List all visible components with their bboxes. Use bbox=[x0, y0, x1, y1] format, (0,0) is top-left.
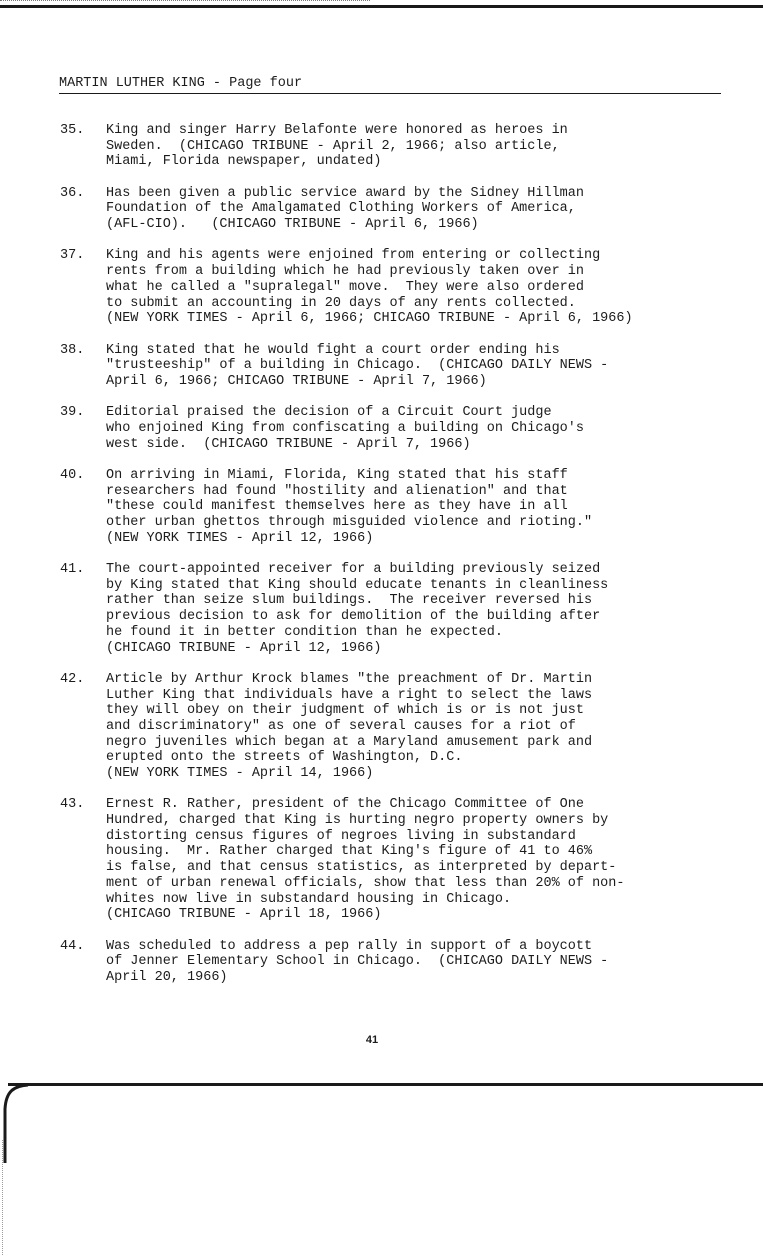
entry-line: is false, and that census statistics, as interpreted by depart- bbox=[106, 860, 617, 876]
entry-line: April 6, 1966; CHICAGO TRIBUNE - April 7, 1966) bbox=[106, 373, 487, 389]
entry-line: distorting census figures of negroes living in substandard bbox=[106, 828, 576, 844]
entry-line: Ernest R. Rather, president of the Chicago Committee of One bbox=[106, 797, 584, 813]
entry-line: King and singer Harry Belafonte were honored as heroes in bbox=[106, 123, 568, 138]
entry-line: to submit an accounting in 20 days of any rents collected. bbox=[106, 295, 576, 311]
entry-line: The court-appointed receiver for a building previously seized bbox=[106, 562, 601, 578]
entry-line: west side. (CHICAGO TRIBUNE - April 7, 1966) bbox=[106, 436, 471, 452]
entry-line: rents from a building which he had previously taken over in bbox=[106, 264, 584, 280]
entry-number: 41. bbox=[60, 562, 85, 578]
entry-44 bbox=[60, 939, 750, 986]
entry-line: what he called a "supralegal" move. They were also ordered bbox=[106, 279, 584, 295]
entry-line: ment of urban renewal officials, show that less than 20% of non- bbox=[106, 875, 625, 891]
entry-number: 36. bbox=[60, 185, 85, 201]
entry-number: 44. bbox=[60, 938, 85, 954]
entry-number: 35. bbox=[60, 123, 85, 138]
entry-line: (CHICAGO TRIBUNE - April 18, 1966) bbox=[106, 907, 382, 923]
entry-42 bbox=[60, 672, 750, 782]
entry-line: April 20, 1966) bbox=[106, 969, 228, 985]
entry-line: (CHICAGO TRIBUNE - April 12, 1966) bbox=[106, 640, 382, 656]
entry-line: Sweden. (CHICAGO TRIBUNE - April 2, 1966; also article, bbox=[106, 138, 560, 154]
entry-line: (NEW YORK TIMES - April 12, 1966) bbox=[106, 530, 374, 546]
entry-line: rather than seize slum buildings. The receiver reversed his bbox=[106, 593, 593, 609]
entry-line: housing. Mr. Rather charged that King's figure of 41 to 46% bbox=[106, 844, 593, 860]
entry-line: Foundation of the Amalgamated Clothing Workers of America, bbox=[106, 201, 576, 217]
entry-line: On arriving in Miami, Florida, King stated that his staff bbox=[106, 467, 568, 483]
entry-43 bbox=[60, 797, 750, 923]
entry-line: whites now live in substandard housing in Chicago. bbox=[106, 891, 512, 907]
entry-line: Luther King that individuals have a right to select the laws bbox=[106, 687, 593, 703]
entry-line: who enjoined King from confiscating a building on Chicago's bbox=[106, 420, 584, 436]
entry-line: King and his agents were enjoined from entering or collecting bbox=[106, 248, 601, 264]
page-corner-curve bbox=[0, 1083, 30, 1163]
entry-line: negro juveniles which began at a Maryland amusement park and bbox=[106, 734, 593, 750]
entry-line: by King stated that King should educate tenants in cleanliness bbox=[106, 577, 609, 593]
entry-line: erupted onto the streets of Washington, D.C. bbox=[106, 750, 463, 766]
entry-36 bbox=[60, 186, 750, 233]
entry-line: Was scheduled to address a pep rally in support of a boycott bbox=[106, 938, 593, 954]
entry-line: and discriminatory" as one of several causes for a riot of bbox=[106, 718, 576, 734]
entry-line: Editorial praised the decision of a Circuit Court judge bbox=[106, 405, 552, 421]
top-dotted-edge bbox=[0, 0, 370, 1]
entry-line: previous decision to ask for demolition of the building after bbox=[106, 609, 601, 625]
entry-line: he found it in better condition than he expected. bbox=[106, 624, 503, 640]
entry-line: Hundred, charged that King is hurting negro property owners by bbox=[106, 813, 609, 829]
entry-line: Miami, Florida newspaper, undated) bbox=[106, 154, 382, 170]
entry-line: Article by Arthur Krock blames "the preachment of Dr. Martin bbox=[106, 671, 593, 687]
entry-line: King stated that he would fight a court order ending his bbox=[106, 342, 560, 358]
entry-line: (NEW YORK TIMES - April 14, 1966) bbox=[106, 766, 374, 782]
entry-number: 43. bbox=[60, 797, 85, 813]
entry-37 bbox=[60, 248, 750, 327]
entry-line: (AFL-CIO). (CHICAGO TRIBUNE - April 6, 1966) bbox=[106, 217, 479, 233]
entry-line: (NEW YORK TIMES - April 6, 1966; CHICAGO TRIBUNE - April 6, 1966) bbox=[106, 311, 633, 327]
entry-number: 40. bbox=[60, 467, 85, 483]
entry-line: "these could manifest themselves here as they have in all bbox=[106, 499, 568, 515]
entry-41 bbox=[60, 562, 750, 656]
entry-line: researchers had found "hostility and alienation" and that bbox=[106, 483, 568, 499]
entry-line: other urban ghettos through misguided violence and rioting." bbox=[106, 515, 593, 531]
entry-number: 38. bbox=[60, 342, 85, 358]
entry-number: 39. bbox=[60, 405, 85, 421]
entry-line: they will obey on their judgment of which is or is not just bbox=[106, 703, 584, 719]
entry-number: 37. bbox=[60, 248, 85, 264]
page-header: MARTIN LUTHER KING - Page four bbox=[59, 75, 721, 94]
entry-39 bbox=[60, 405, 750, 452]
entry-40 bbox=[60, 468, 750, 547]
top-border-rule bbox=[0, 5, 763, 8]
bottom-border-rule bbox=[8, 1083, 763, 1086]
page-number: 41 bbox=[365, 1034, 379, 1046]
entry-38 bbox=[60, 343, 750, 390]
entry-list bbox=[60, 123, 750, 1001]
left-edge-trace bbox=[2, 1140, 3, 1255]
entry-35 bbox=[60, 123, 750, 170]
entry-line: of Jenner Elementary School in Chicago. (CHICAGO DAILY NEWS - bbox=[106, 954, 609, 970]
entry-number: 42. bbox=[60, 671, 85, 687]
entry-line: Has been given a public service award by the Sidney Hillman bbox=[106, 185, 584, 201]
entry-line: "trusteeship" of a building in Chicago. (CHICAGO DAILY NEWS - bbox=[106, 358, 609, 374]
